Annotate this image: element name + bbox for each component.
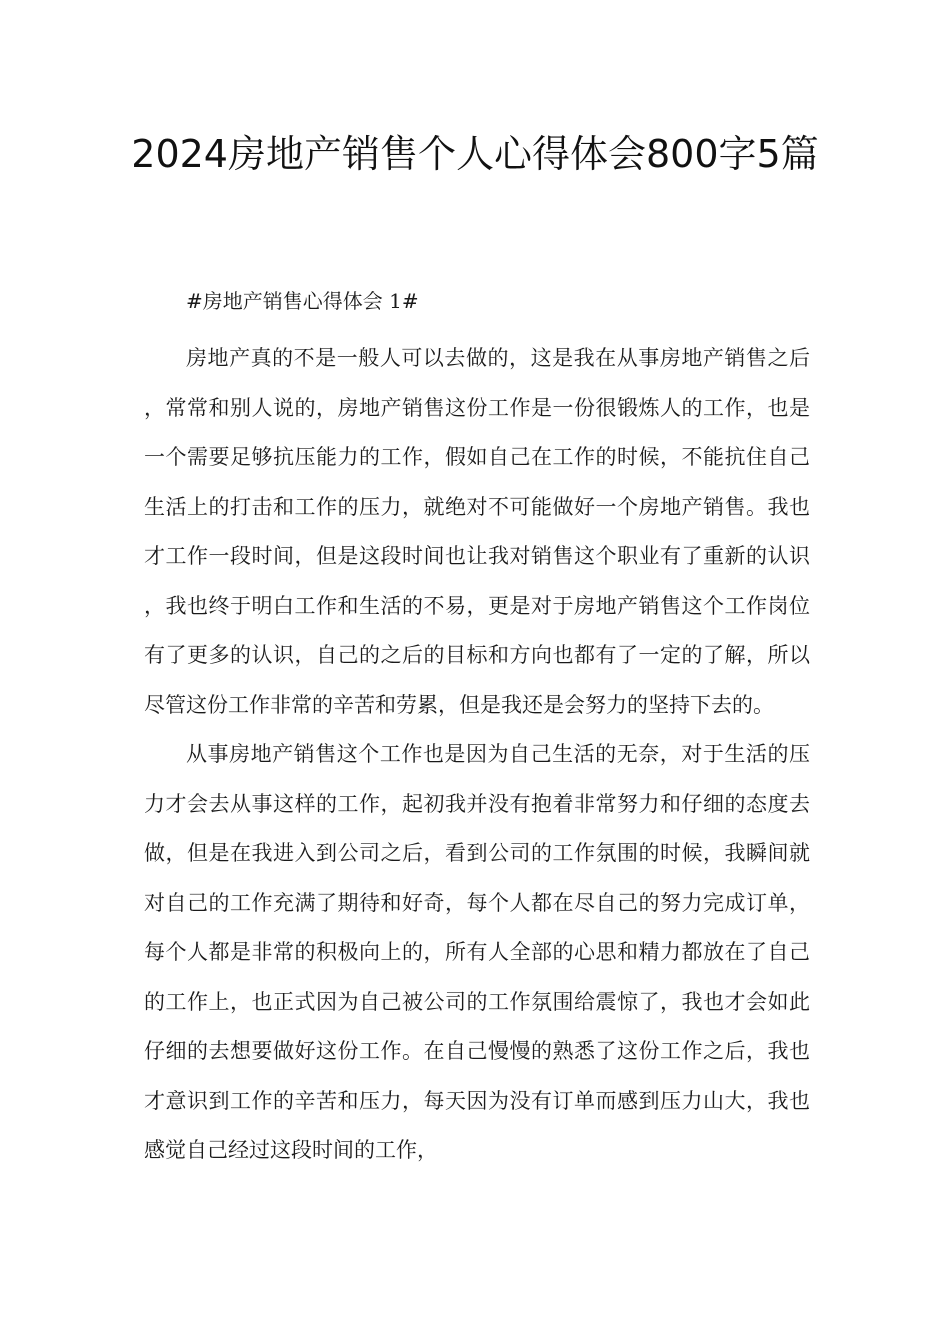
body-paragraph: 房地产真的不是一般人可以去做的，这是我在从事房地产销售之后，常常和别人说的，房地产销售这份工作是一份很锻炼人的工作，也是一个需要足够抗压能力的工作，假如自己在工作的时候，不能抗住自己生活上的打击和工作的压力，就绝对不可能做好一个房地产销售。我也才工作一段时间，但是这段时间也让我对销售这个职业有了重新的认识，我也终于明白工作和生活的不易，更是对于房地产销售这个工作岗位有了更多的认识，自己的之后的目标和方向也都有了一定的了解，所以尽管这份工作非常的辛苦和劳累，但是我还是会努力的坚持下去的。 — [144, 346, 810, 717]
body-paragraph: 从事房地产销售这个工作也是因为自己生活的无奈，对于生活的压力才会去从事这样的工作，起初我并没有抱着非常努力和仔细的态度去做，但是在我进入到公司之后，看到公司的工作氛围的时候，我瞬间就对自己的工作充满了期待和好奇，每个人都在尽自己的努力完成订单，每个人都是非常的积极向上的，所有人全部的心思和精力都放在了自己的工作上，也正式因为自己被公司的工作氛围给震惊了，我也才会如此仔细的去想要做好这份工作。在自己慢慢的熟悉了这份工作之后，我也才意识到工作的辛苦和压力，每天因为没有订单而感到压力山大，我也感觉自己经过这段时间的工作， — [144, 742, 810, 1162]
document-title: 2024房地产销售个人心得体会800字5篇 — [131, 132, 819, 176]
document-body — [144, 286, 810, 1176]
section-heading: #房地产销售心得体会 1# — [186, 289, 419, 313]
